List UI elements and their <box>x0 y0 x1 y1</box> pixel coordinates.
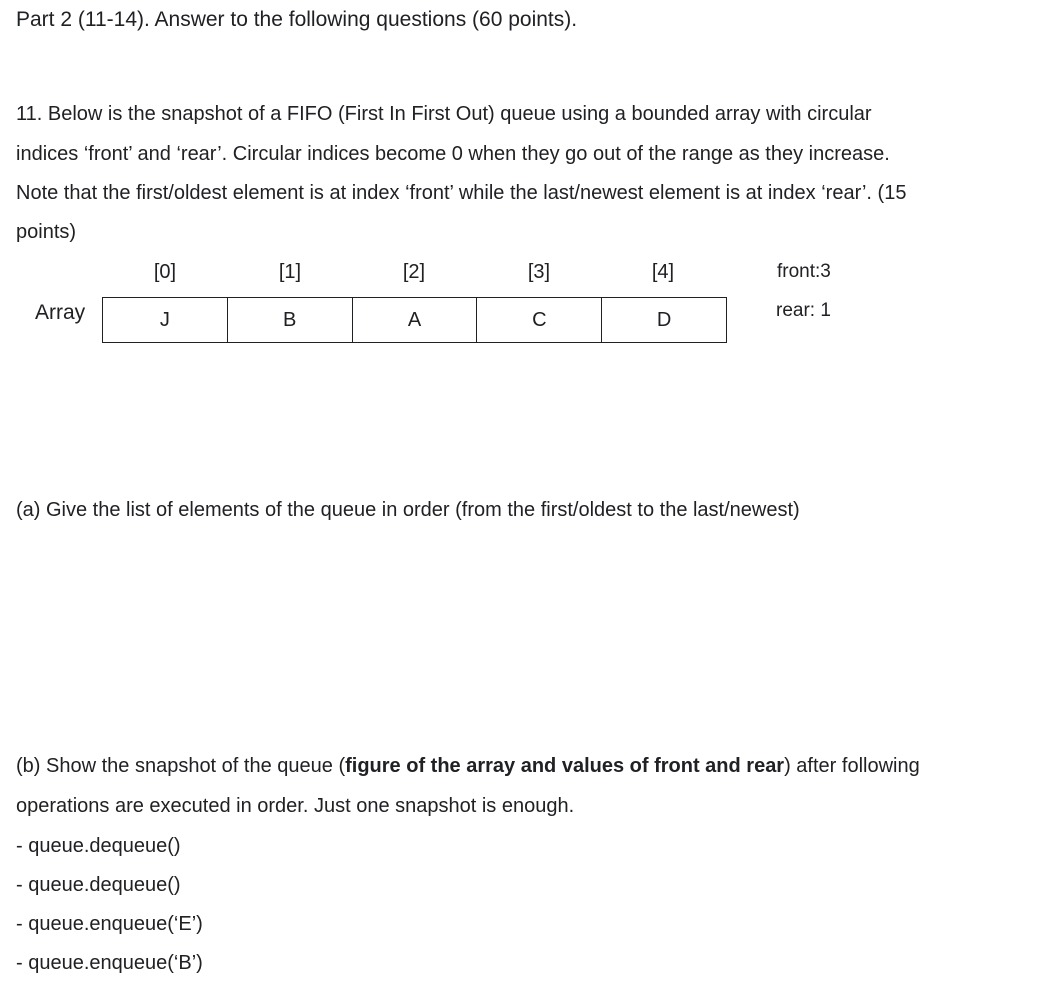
question-11-line-1: 11. Below is the snapshot of a FIFO (First In First Out) queue using a bounded array with circular <box>16 103 872 125</box>
part-b-prefix: (b) Show the snapshot of the queue ( <box>16 755 346 777</box>
array-cell-4: D <box>656 308 672 331</box>
index-label-0: [0] <box>153 261 177 283</box>
index-label-2: [2] <box>402 261 426 283</box>
index-label-3: [3] <box>527 261 551 283</box>
rear-value: rear: 1 <box>776 300 831 321</box>
part-b-bold-phrase: figure of the array and values of front and rear <box>345 755 785 777</box>
operation-item: - queue.dequeue() <box>16 874 181 896</box>
part-b-suffix: ) after following <box>784 755 920 777</box>
index-label-1: [1] <box>278 261 302 283</box>
part-b-question-line-1 <box>16 754 920 778</box>
array-cell-1: B <box>228 298 353 342</box>
array-cell-3: C <box>477 298 602 342</box>
array-cell-0: J <box>103 298 228 342</box>
part-a-question: (a) Give the list of elements of the queue in order (from the first/oldest to the last/newest) <box>16 499 800 521</box>
section-heading: Part 2 (11-14). Answer to the following questions (60 points). <box>16 8 578 31</box>
question-11-line-2: indices ‘front’ and ‘rear’. Circular indices become 0 when they go out of the range as they increase. <box>16 143 890 165</box>
part-b-question-line-2: operations are executed in order. Just one snapshot is enough. <box>16 795 575 817</box>
question-11-line-3: Note that the first/oldest element is at index ‘front’ while the last/newest element is at index ‘rear’. (15 <box>16 182 907 204</box>
array-label: Array <box>35 301 86 324</box>
index-label-4: [4] <box>651 261 675 283</box>
array-box <box>102 297 727 343</box>
operation-item: - queue.enqueue(‘E’) <box>16 913 203 935</box>
question-11-line-4: points) <box>16 221 77 243</box>
operation-item: - queue.dequeue() <box>16 835 181 857</box>
operation-item: - queue.enqueue(‘B’) <box>16 952 203 974</box>
front-value: front:3 <box>777 261 831 282</box>
array-cell-2: A <box>353 298 478 342</box>
